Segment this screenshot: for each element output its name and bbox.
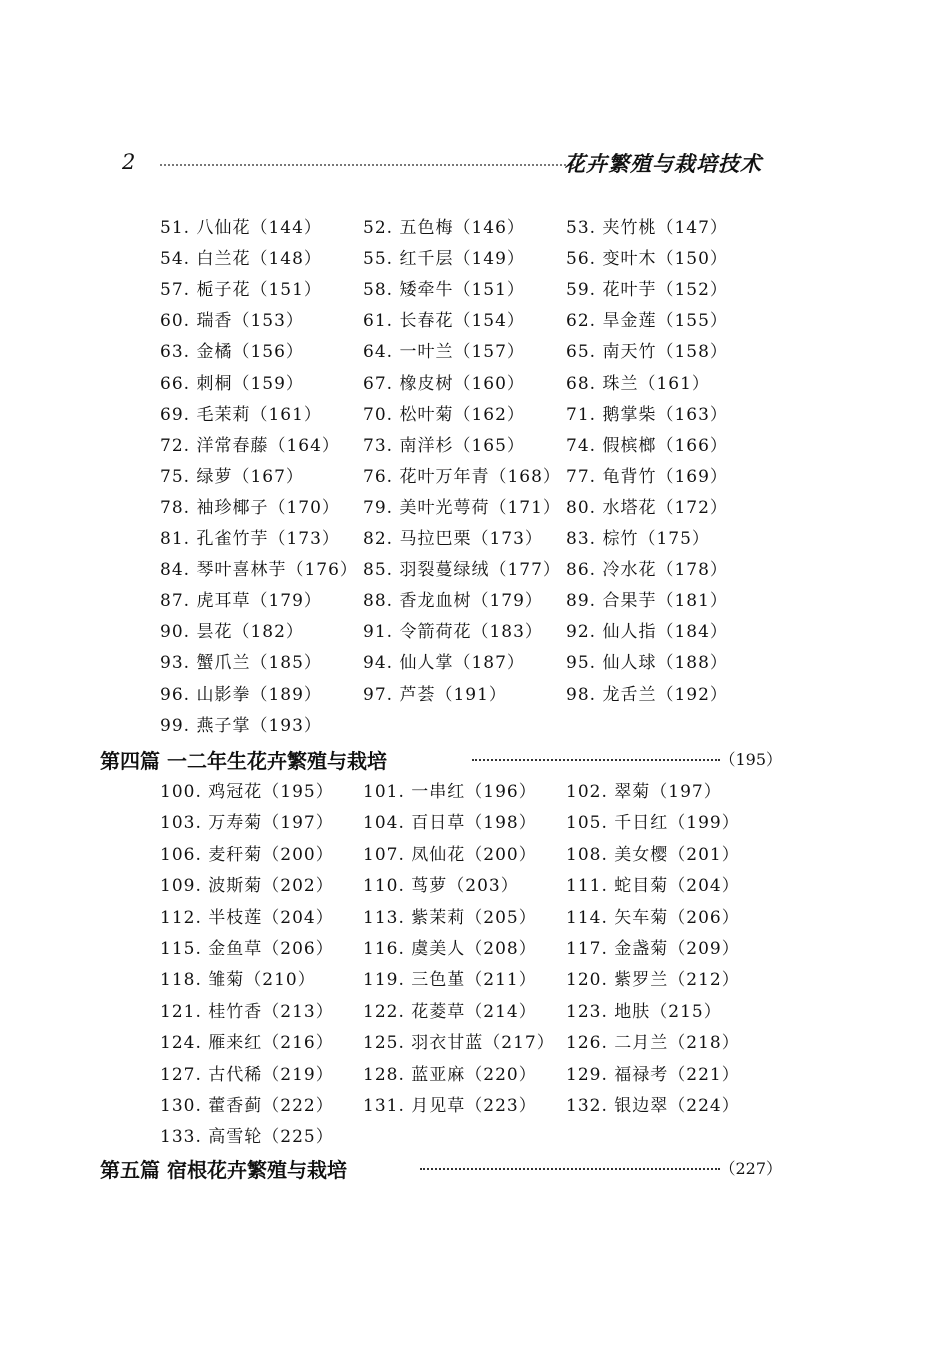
toc-entry[interactable]: 54. 白兰花（148） (160, 249, 322, 270)
toc-entry[interactable]: 111. 蛇目菊（204） (566, 876, 740, 897)
toc-entry[interactable]: 83. 棕竹（175） (566, 529, 710, 549)
toc-entry[interactable]: 90. 昙花（182） (160, 622, 304, 643)
toc-row (0, 1091, 950, 1119)
toc-entry[interactable]: 92. 仙人指（184） (566, 622, 728, 643)
toc-row (0, 1122, 950, 1150)
toc-entry[interactable]: 57. 栀子花（151） (160, 280, 322, 301)
toc-entry[interactable]: 125. 羽衣甘蓝（217） (363, 1033, 555, 1054)
toc-entry[interactable]: 56. 变叶木（150） (566, 249, 728, 270)
toc-entry[interactable]: 128. 蓝亚麻（220） (363, 1064, 537, 1085)
toc-entry[interactable]: 91. 令箭荷花（183） (363, 622, 543, 643)
toc-entry[interactable]: 96. 山影拳（189） (160, 684, 322, 705)
toc-entry[interactable]: 122. 花菱草（214） (363, 1001, 537, 1022)
section-title: 第四篇 一二年生花卉繁殖与栽培 (100, 749, 387, 773)
header-dotted-rule (160, 164, 574, 166)
toc-entry[interactable]: 59. 花叶芋（152） (566, 280, 728, 301)
toc-entry[interactable]: 95. 仙人球（188） (566, 653, 728, 674)
toc-entry[interactable]: 130. 藿香蓟（222） (160, 1096, 334, 1116)
toc-row (0, 997, 950, 1025)
toc-entry[interactable]: 126. 二月兰（218） (566, 1033, 740, 1054)
toc-entry[interactable]: 99. 燕子掌（193） (160, 715, 322, 736)
toc-entry[interactable]: 65. 南天竹（158） (566, 342, 728, 363)
toc-row (0, 337, 950, 365)
toc-row (0, 555, 950, 583)
toc-row (0, 680, 950, 708)
toc-entry[interactable]: 104. 百日草（198） (363, 813, 537, 834)
toc-entry[interactable]: 70. 松叶菊（162） (363, 404, 525, 425)
toc-entry[interactable]: 109. 波斯菊（202） (160, 876, 334, 897)
toc-entry[interactable]: 77. 龟背竹（169） (566, 466, 728, 487)
toc-entry[interactable]: 115. 金鱼草（206） (160, 939, 334, 959)
section-page-number: （227） (719, 1159, 782, 1178)
toc-entry[interactable]: 72. 洋常春藤（164） (160, 435, 340, 456)
toc-entry[interactable]: 52. 五色梅（146） (363, 218, 525, 238)
toc-entry[interactable]: 105. 千日红（199） (566, 813, 740, 834)
toc-entry[interactable]: 74. 假槟榔（166） (566, 435, 728, 456)
toc-row (0, 617, 950, 645)
toc-entry[interactable]: 78. 袖珍椰子（170） (160, 497, 340, 518)
toc-entry[interactable]: 106. 麦秆菊（200） (160, 844, 334, 865)
toc-entry[interactable]: 58. 矮牵牛（151） (363, 280, 525, 301)
toc-entry[interactable]: 71. 鹅掌柴（163） (566, 404, 728, 425)
book-title: 花卉繁殖与栽培技术 (564, 151, 762, 176)
toc-entry[interactable]: 64. 一叶兰（157） (363, 342, 525, 363)
toc-entry[interactable]: 62. 旱金莲（155） (566, 311, 728, 332)
toc-entry[interactable]: 88. 香龙血树（179） (363, 591, 543, 612)
toc-entry[interactable]: 102. 翠菊（197） (566, 782, 722, 802)
leader-dots (472, 759, 720, 761)
toc-row (0, 524, 950, 552)
toc-entry[interactable]: 51. 八仙花（144） (160, 218, 322, 238)
toc-entry[interactable]: 79. 美叶光萼荷（171） (363, 497, 561, 518)
toc-entry[interactable]: 98. 龙舌兰（192） (566, 684, 728, 705)
toc-entry[interactable]: 89. 合果芋（181） (566, 591, 728, 612)
toc-entry[interactable]: 127. 古代稀（219） (160, 1064, 334, 1085)
toc-entry[interactable]: 110. 茑萝（203） (363, 876, 519, 897)
toc-entry[interactable]: 116. 虞美人（208） (363, 939, 537, 959)
toc-entry[interactable]: 117. 金盏菊（209） (566, 939, 740, 959)
toc-entry[interactable]: 87. 虎耳草（179） (160, 591, 322, 612)
toc-entry[interactable]: 69. 毛茉莉（161） (160, 404, 322, 425)
toc-row (0, 275, 950, 303)
toc-entry[interactable]: 61. 长春花（154） (363, 311, 525, 332)
toc-entry[interactable]: 118. 雏菊（210） (160, 970, 316, 991)
toc-entry[interactable]: 100. 鸡冠花（195） (160, 782, 334, 802)
toc-entry[interactable]: 86. 冷水花（178） (566, 560, 728, 581)
toc-entry[interactable]: 103. 万寿菊（197） (160, 813, 334, 834)
toc-entry[interactable]: 108. 美女樱（201） (566, 844, 740, 865)
toc-entry[interactable]: 75. 绿萝（167） (160, 466, 304, 487)
toc-entry[interactable]: 97. 芦荟（191） (363, 684, 507, 705)
toc-row (0, 1028, 950, 1056)
toc-entry[interactable]: 55. 红千层（149） (363, 249, 525, 270)
toc-row (0, 711, 950, 739)
toc-row (0, 431, 950, 459)
toc-row (0, 777, 950, 805)
section-4-heading[interactable] (100, 745, 782, 775)
toc-entry[interactable]: 94. 仙人掌（187） (363, 653, 525, 674)
toc-row (0, 213, 950, 241)
toc-row (0, 462, 950, 490)
toc-entry[interactable]: 112. 半枝莲（204） (160, 907, 334, 928)
toc-row (0, 400, 950, 428)
toc-row (0, 648, 950, 676)
running-header (122, 148, 762, 180)
toc-row (0, 934, 950, 962)
toc-entry[interactable]: 73. 南洋杉（165） (363, 435, 525, 456)
toc-row (0, 903, 950, 931)
toc-entry[interactable]: 129. 福禄考（221） (566, 1064, 740, 1085)
toc-entry[interactable]: 107. 凤仙花（200） (363, 844, 537, 865)
toc-entry[interactable]: 121. 桂竹香（213） (160, 1001, 334, 1022)
toc-entry[interactable]: 114. 矢车菊（206） (566, 907, 740, 928)
section-5-heading[interactable] (100, 1154, 782, 1184)
toc-entry[interactable]: 113. 紫茉莉（205） (363, 907, 537, 928)
leader-dots (420, 1168, 720, 1170)
toc-entry[interactable]: 81. 孔雀竹芋（173） (160, 529, 340, 549)
toc-entry[interactable]: 133. 高雪轮（225） (160, 1127, 334, 1148)
toc-row (0, 840, 950, 868)
toc-entry[interactable]: 76. 花叶万年青（168） (363, 466, 561, 487)
section-page-number: （195） (719, 750, 782, 769)
toc-entry[interactable]: 53. 夹竹桃（147） (566, 218, 728, 238)
toc-entry[interactable]: 85. 羽裂蔓绿绒（177） (363, 560, 561, 581)
page-number: 2 (122, 150, 136, 174)
toc-entry[interactable]: 124. 雁来红（216） (160, 1033, 334, 1054)
toc-entry[interactable]: 68. 珠兰（161） (566, 373, 710, 394)
toc-entry[interactable]: 101. 一串红（196） (363, 782, 537, 802)
toc-entry[interactable]: 120. 紫罗兰（212） (566, 970, 740, 991)
toc-row (0, 306, 950, 334)
toc-entry[interactable]: 93. 蟹爪兰（185） (160, 653, 322, 674)
toc-entry[interactable]: 131. 月见草（223） (363, 1096, 537, 1116)
toc-entry[interactable]: 84. 琴叶喜林芋（176） (160, 560, 358, 581)
toc-entry[interactable]: 119. 三色堇（211） (363, 970, 537, 991)
toc-row (0, 965, 950, 993)
toc-row (0, 493, 950, 521)
toc-entry[interactable]: 123. 地肤（215） (566, 1001, 722, 1022)
toc-entry[interactable]: 82. 马拉巴栗（173） (363, 529, 543, 549)
toc-row (0, 369, 950, 397)
toc-entry[interactable]: 67. 橡皮树（160） (363, 373, 525, 394)
toc-row (0, 871, 950, 899)
toc-row (0, 808, 950, 836)
toc-entry[interactable]: 66. 刺桐（159） (160, 373, 304, 394)
toc-entry[interactable]: 60. 瑞香（153） (160, 311, 304, 332)
toc-row (0, 244, 950, 272)
section-title: 第五篇 宿根花卉繁殖与栽培 (100, 1158, 347, 1182)
toc-entry[interactable]: 63. 金橘（156） (160, 342, 304, 363)
toc-row (0, 1060, 950, 1088)
toc-entry[interactable]: 132. 银边翠（224） (566, 1096, 740, 1116)
toc-entry[interactable]: 80. 水塔花（172） (566, 497, 728, 518)
toc-row (0, 586, 950, 614)
